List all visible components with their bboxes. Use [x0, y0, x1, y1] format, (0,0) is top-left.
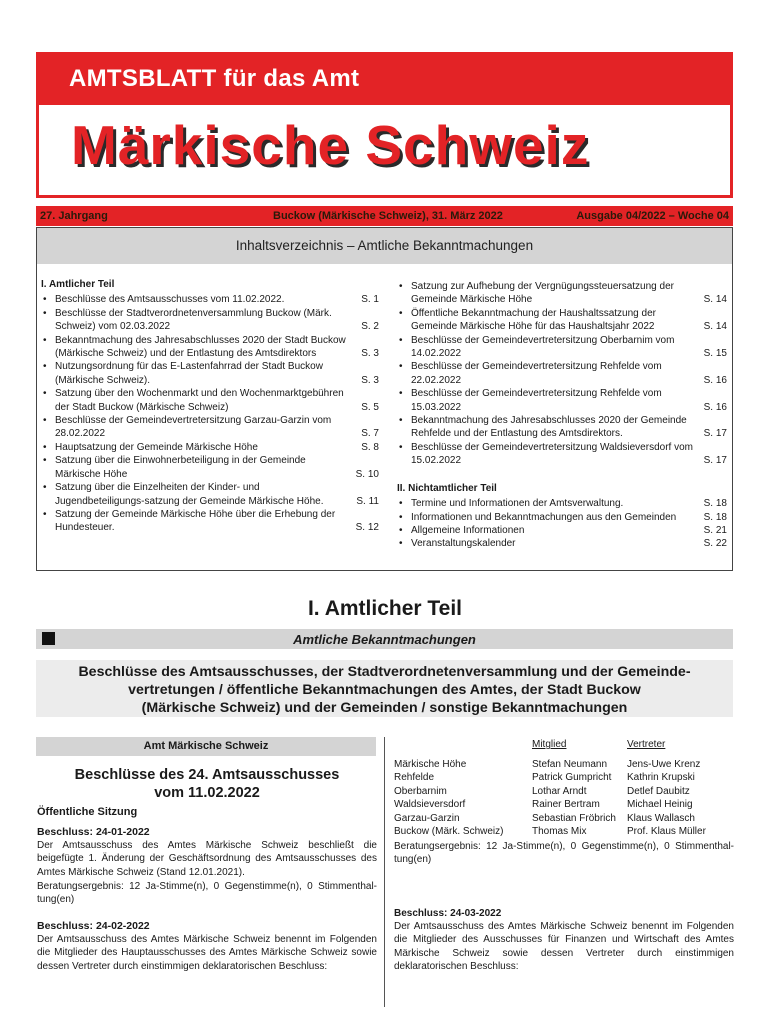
- toc-entry-page: S. 21: [703, 524, 727, 536]
- toc-entry: [397, 360, 727, 387]
- members-table: [394, 738, 734, 838]
- toc-entry-page: S. 17: [703, 455, 727, 467]
- toc-entry-text: Hauptsatzung der Gemeinde Märkische Höhe: [55, 441, 258, 453]
- table-row: [394, 758, 706, 771]
- masthead-subtitle: AMTSBLATT für das Amt: [69, 65, 360, 92]
- member-deputy: Jens-Uwe Krenz: [627, 759, 701, 770]
- member-place: Waldsieversdorf: [394, 799, 466, 811]
- article-title-line: vom 11.02.2022: [154, 785, 260, 801]
- resolution-heading: Beschluss: 24-02-2022: [37, 920, 150, 932]
- toc-entry: [397, 307, 727, 334]
- toc-entry-page: S. 3: [361, 348, 379, 360]
- table-row: [394, 812, 706, 825]
- toc-entry: [41, 293, 379, 306]
- toc-entry-text: Satzung zur Aufhebung der Vergnügungssteuersatzung der Gemeinde Märkische Höhe: [411, 281, 674, 306]
- toc-entry-text: Bekanntmachung des Jahresabschlusses 2020 der Stadt Buckow (Märkische Schweiz) und der Entlastung des Amtsdirektors: [55, 334, 346, 360]
- toc-section-title: I. Amtlicher Teil: [41, 279, 115, 290]
- toc-entry-page: S. 22: [703, 538, 727, 550]
- toc-entry: [397, 537, 727, 550]
- toc-entry-page: S. 16: [703, 401, 727, 413]
- toc-entry: [41, 508, 379, 535]
- toc-entry-text: Öffentliche Bekanntmachung der Haushaltssatzung der Gemeinde Märkische Höhe für das Haushaltsjahr 2022: [411, 307, 656, 333]
- toc-section-title: II. Nichtamtlicher Teil: [397, 482, 497, 494]
- members-result: Beratungsergebnis: 12 Ja-Stimme(n), 0 Gegenstimme(n), 0 Stimmenthal-tung(en): [394, 841, 734, 866]
- toc-entry-page: S. 8: [361, 441, 379, 453]
- toc-entry-text: Satzung über die Einzelheiten der Kinder- und Jugendbeteiligungs-satzung der Gemeinde Märkische Höhe.: [55, 482, 324, 507]
- section-headline-line: (Märkische Schweiz) und der Gemeinden / sonstige Bekanntmachungen: [141, 700, 628, 716]
- member-place: Garzau-Garzin: [394, 812, 460, 824]
- members-header-deputy: Vertreter: [627, 739, 666, 750]
- member-name: Stefan Neumann: [532, 759, 608, 770]
- resolution-result: Beratungsergebnis: 12 Ja-Stimme(n), 0 Gegenstimme(n), 0 Stimmenthal-tung(en): [37, 881, 377, 906]
- toc-entry-text: Beschlüsse des Amtsausschusses vom 11.02.2022.: [55, 294, 285, 306]
- toc-entry-text: Beschlüsse der Gemeindevertretersitzung Oberbarnim vom 14.02.2022: [411, 334, 675, 360]
- toc-entry: [397, 511, 727, 524]
- toc-entry: [397, 334, 727, 361]
- toc-entry: [397, 280, 727, 307]
- section-title: I. Amtlicher Teil: [307, 597, 463, 620]
- toc-entry: [397, 524, 727, 537]
- article-title-line: Beschlüsse des 24. Amtsausschusses: [74, 767, 340, 783]
- member-deputy: Kathrin Krupski: [627, 772, 695, 784]
- toc-entry-page: S. 12: [355, 522, 379, 534]
- toc-entry: [397, 414, 727, 441]
- toc-entry-text: Bekanntmachung des Jahresabschlusses 2020 der Gemeinde Rehfelde und der Entlastung des Amtsdirektors.: [411, 415, 687, 440]
- toc-entry-page: S. 11: [356, 495, 379, 507]
- member-name: Thomas Mix: [532, 826, 587, 838]
- resolution-text: Der Amtsausschuss des Amtes Märkische Schweiz benennt im Folgenden die Mitglieder des Hauptausschusses des Amtes Märkische Schweiz sowie dessen Vertreter durch einstimmigen deklaratorischen Beschluss:: [37, 934, 377, 972]
- toc-entry: [41, 307, 379, 334]
- table-row: [394, 825, 706, 838]
- toc-entry-text: Nutzungsordnung für das E-Lastenfahrrad der Stadt Buckow (Märkische Schweiz).: [55, 361, 323, 386]
- toc-entry-text: Satzung der Gemeinde Märkische Höhe über die Erhebung der Hundesteuer.: [55, 508, 336, 534]
- toc-entry: [397, 387, 727, 414]
- toc-entry: [41, 387, 379, 414]
- toc-entry-page: S. 3: [361, 374, 379, 386]
- masthead-title: Märkische Schweiz: [71, 114, 590, 176]
- section-headline: [36, 660, 733, 717]
- resolution-heading: Beschluss: 24-01-2022: [37, 826, 150, 838]
- toc-entry-text: Beschlüsse der Gemeindevertretersitzung Rehfelde vom 22.02.2022: [411, 361, 662, 386]
- table-row: [394, 798, 706, 811]
- toc-entry-text: Beschlüsse der Stadtverordnetenversammlung Buckow (Märk. Schweiz) vom 02.03.2022: [55, 307, 332, 333]
- toc-entry-page: S. 5: [361, 401, 379, 413]
- member-place: Oberbarnim: [394, 785, 447, 797]
- table-row: [394, 771, 706, 784]
- authority-bar: Amt Märkische Schweiz: [36, 737, 376, 756]
- masthead: [36, 52, 733, 198]
- section-bar: [36, 629, 733, 649]
- resolution-text: Der Amtsausschuss des Amtes Märkische Schweiz benennt im Folgenden die Mitglieder des Ausschusses für Finanzen und Wirtschaft des Amtes Märkische Schweiz sowie dessen Vertreter durch einstimmigen deklaratorischen Beschluss:: [394, 921, 734, 973]
- toc-entry-text: Satzung über den Wochenmarkt und den Wochenmarktgebühren der Stadt Buckow (Märkische Schweiz): [55, 388, 344, 413]
- toc-entry: [41, 481, 379, 508]
- member-name: Patrick Gumpricht: [532, 772, 612, 784]
- toc-entry: [41, 414, 379, 441]
- toc-entry: [41, 454, 379, 481]
- members-header-member: Mitglied: [532, 739, 567, 750]
- toc-entry-text: Termine und Informationen der Amtsverwaltung.: [411, 498, 624, 510]
- resolution-text: Der Amtsausschuss des Amtes Märkische Schweiz beschließt die beigefügte 1. Änderung der Geschäftsordnung des Amtsausschusses des Amtes Märkische Schweiz (Stand 12.01.2021).: [37, 840, 377, 878]
- column-divider: [384, 737, 385, 1007]
- toc-heading: Inhaltsverzeichnis – Amtliche Bekanntmachungen: [37, 228, 732, 264]
- issue-info-bar: [36, 206, 733, 226]
- toc-entry-page: S. 14: [703, 321, 727, 333]
- issue-label: Ausgabe 04/2022 – Woche 04: [576, 210, 729, 222]
- member-place: Buckow (Märk. Schweiz): [394, 826, 504, 838]
- toc-entry-page: S. 17: [703, 428, 727, 440]
- members-header-place: [394, 738, 518, 758]
- toc-entry-text: Satzung über die Einwohnerbeteiligung in der Gemeinde Märkische Höhe: [55, 455, 306, 480]
- toc-entry: [41, 441, 379, 454]
- toc-entry-text: Veranstaltungskalender: [411, 538, 516, 550]
- member-deputy: Klaus Wallasch: [627, 812, 695, 824]
- toc-entry: [41, 360, 379, 387]
- place-date-label: Buckow (Märkische Schweiz), 31. März 2022: [273, 210, 503, 222]
- toc-right-column: [397, 280, 727, 551]
- toc-entry: [397, 441, 727, 468]
- member-deputy: Michael Heinig: [627, 799, 693, 811]
- toc-entry-page: S. 7: [361, 428, 379, 440]
- member-deputy: Prof. Klaus Müller: [627, 826, 706, 838]
- toc-entry-page: S. 2: [361, 321, 379, 333]
- toc-entry-page: S. 16: [703, 374, 727, 386]
- toc-entry: [41, 334, 379, 361]
- toc-left-column: [41, 278, 379, 535]
- toc-entry-page: S. 15: [703, 348, 727, 360]
- section-headline-line: vertretungen / öffentliche Bekanntmachungen des Amtes, der Stadt Buckow: [128, 682, 641, 698]
- member-name: Rainer Bertram: [532, 799, 600, 811]
- toc-entry: [397, 497, 727, 510]
- table-of-contents: [36, 227, 733, 571]
- toc-entry-page: S. 14: [703, 294, 727, 306]
- toc-entry-page: S. 10: [355, 468, 379, 480]
- section-bar-label: Amtliche Bekanntmachungen: [293, 632, 476, 647]
- toc-entry-text: Beschlüsse der Gemeindevertretersitzung Rehfelde vom 15.03.2022: [411, 388, 662, 413]
- toc-entry-text: Allgemeine Informationen: [411, 524, 525, 536]
- table-row: [394, 785, 706, 798]
- member-name: Lothar Arndt: [532, 785, 587, 797]
- article-title: [37, 766, 377, 802]
- resolution-heading: Beschluss: 24-03-2022: [394, 908, 502, 919]
- session-label: Öffentliche Sitzung: [37, 806, 138, 818]
- toc-entry-page: S. 1: [361, 294, 379, 306]
- toc-entry-text: Beschlüsse der Gemeindevertretersitzung Garzau-Garzin vom 28.02.2022: [55, 415, 332, 440]
- toc-entry-text: Beschlüsse der Gemeindevertretersitzung Waldsieversdorf vom 15.02.2022: [411, 441, 693, 467]
- member-name: Sebastian Fröbrich: [532, 812, 616, 824]
- member-place: Rehfelde: [394, 772, 435, 784]
- toc-entry-page: S. 18: [703, 498, 727, 510]
- toc-entry-page: S. 18: [703, 511, 727, 523]
- member-deputy: Detlef Daubitz: [627, 785, 690, 797]
- toc-entry-text: Informationen und Bekanntmachungen aus den Gemeinden: [411, 511, 677, 523]
- member-place: Märkische Höhe: [394, 759, 467, 770]
- volume-label: 27. Jahrgang: [40, 210, 108, 222]
- section-headline-line: Beschlüsse des Amtsausschusses, der Stadtverordnetenversammlung und der Gemeinde-: [78, 664, 691, 680]
